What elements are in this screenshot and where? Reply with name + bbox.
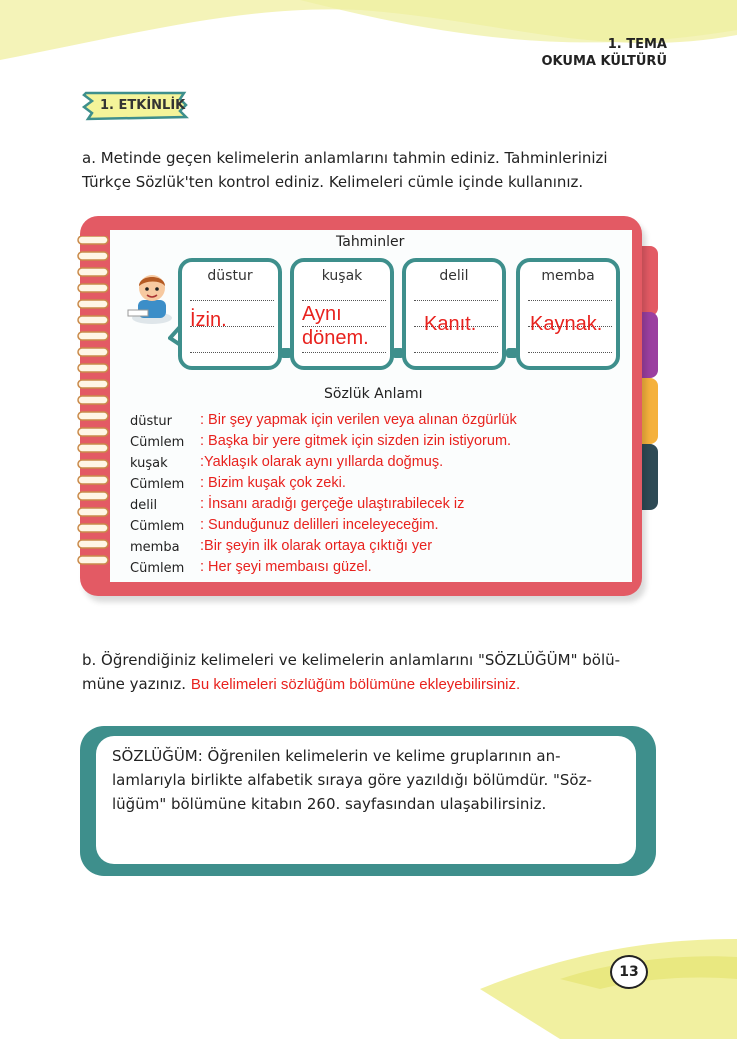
word-card-term: memba [541, 268, 595, 284]
answer-line [302, 300, 386, 301]
word-card-memba [516, 258, 620, 370]
spiral-binding-icon [74, 236, 120, 576]
row-value: : Bizim kuşak çok zeki. [200, 475, 346, 491]
info-line-3: lüğüm" bölümüne kitabın 260. sayfasından ulaşabilirsiniz. [112, 795, 547, 813]
guesses-title: Tahminler [336, 234, 405, 250]
dictionary-title: Sözlük Anlamı [324, 386, 423, 402]
theme-header [542, 36, 668, 70]
answer-line [528, 300, 612, 301]
row-value: : Sunduğunuz delilleri inceleyeceğim. [200, 517, 439, 533]
part-b-line-1: b. Öğrendiğiniz kelimeleri ve kelimelerin anlamlarını "SÖZLÜĞÜM" bölü- [82, 651, 621, 669]
theme-number: 1. TEMA [607, 37, 667, 52]
word-card-guess: Kaynak. [530, 313, 603, 335]
word-card-dustur [178, 258, 282, 370]
word-card-term: kuşak [321, 268, 363, 284]
answer-line [190, 352, 274, 353]
notebook-tab-dark [642, 444, 658, 510]
part-a-line-2: Türkçe Sözlük'ten kontrol ediniz. Kelimeleri cümle içinde kullanınız. [82, 173, 584, 191]
word-card-guess: Kanıt. [424, 313, 477, 335]
answer-line [414, 300, 498, 301]
card-connector [506, 348, 518, 358]
row-value: : Bir şey yapmak için verilen veya alınan özgürlük [200, 412, 517, 428]
answer-line [414, 352, 498, 353]
notebook-tab-red [642, 246, 658, 316]
part-a-line-1: a. Metinde geçen kelimelerin anlamlarını tahmin ediniz. Tahminlerinizi [82, 149, 608, 167]
answer-line [190, 300, 274, 301]
row-value: : İnsanı aradığı gerçeğe ulaştırabilecek iz [200, 496, 465, 512]
word-card-guess: Aynı dönem. [302, 303, 369, 349]
activity-badge [80, 90, 192, 122]
word-card-term: delil [439, 268, 469, 284]
row-label: Cümlem [130, 519, 185, 534]
row-value: :Bir şeyin ilk olarak ortaya çıktığı yer [200, 538, 433, 554]
card-connector [280, 348, 292, 358]
row-value: : Her şeyi membaısı güzel. [200, 559, 372, 575]
part-b-instructions [82, 648, 620, 697]
activity-label: 1. ETKİNLİK [100, 98, 186, 113]
answer-line [528, 352, 612, 353]
page-number: 13 [610, 955, 648, 989]
row-label: Cümlem [130, 477, 185, 492]
part-a-instructions [82, 146, 608, 194]
dictionary-info-box [80, 726, 656, 876]
info-text [112, 744, 622, 816]
row-value: :Yaklaşık olarak aynı yıllarda doğmuş. [200, 454, 444, 470]
info-line-2: lamlarıyla birlikte alfabetik sıraya göre yazıldığı bölümdür. "Söz- [112, 771, 592, 789]
part-b-line-2 [82, 672, 620, 697]
word-card-term: düstur [207, 268, 253, 284]
card-connector [392, 348, 404, 358]
word-card-delil [402, 258, 506, 370]
row-label: düstur [130, 414, 172, 429]
part-b-answer: Bu kelimeleri sözlüğüm bölümüne ekleyebilirsiniz. [190, 676, 521, 693]
part-b-printed: müne yazınız. [82, 675, 187, 693]
notebook-tab-purple [642, 312, 658, 378]
row-label: memba [130, 540, 180, 555]
word-card-guess: İzin. [190, 309, 227, 331]
theme-title: OKUMA KÜLTÜRÜ [541, 54, 667, 69]
row-label: kuşak [130, 456, 168, 471]
row-label: Cümlem [130, 561, 185, 576]
row-value: : Başka bir yere gitmek için sizden izin istiyorum. [200, 433, 512, 449]
row-label: Cümlem [130, 435, 185, 450]
word-card-kusak [290, 258, 394, 370]
notebook-tab-orange [642, 378, 658, 444]
row-label: delil [130, 498, 158, 513]
info-line-1: SÖZLÜĞÜM: Öğrenilen kelimelerin ve kelime gruplarının an- [112, 747, 561, 765]
answer-line [302, 352, 386, 353]
notebook [80, 216, 650, 606]
